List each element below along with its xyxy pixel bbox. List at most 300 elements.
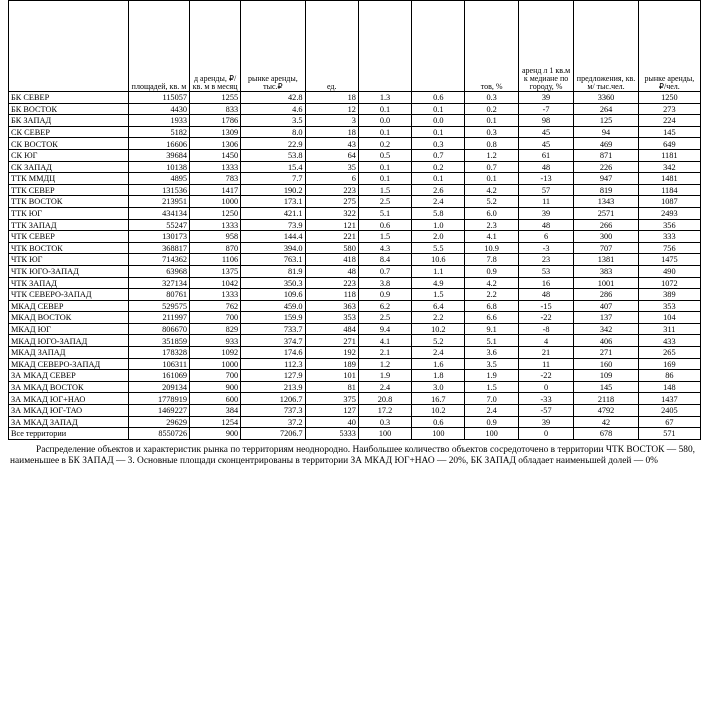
cell-value: 3.8 [358,277,411,289]
cell-value: 1.5 [358,231,411,243]
cell-value: 434134 [128,207,189,219]
cell-value: 871 [574,149,638,161]
cell-value: 300 [574,231,638,243]
table-row [9,277,701,289]
cell-value: 1000 [190,358,241,370]
cell-value: 0.1 [358,126,411,138]
cell-value: 469 [574,138,638,150]
cell-value: 109.6 [241,289,305,301]
cell-value: 1375 [190,265,241,277]
cell-value: 21 [518,347,574,359]
cell-value: 4.1 [465,231,518,243]
cell-territory-name: ТТК ЮГ [9,207,129,219]
cell-value: 29629 [128,416,189,428]
cell-value: 1001 [574,277,638,289]
table-row [9,219,701,231]
table-row [9,254,701,266]
cell-value: 1306 [190,138,241,150]
cell-value: 1250 [190,207,241,219]
cell-value: 4.9 [412,277,465,289]
cell-value: 3.6 [465,347,518,359]
cell-value: 0.1 [412,103,465,115]
table-row [9,126,701,138]
table-row [9,358,701,370]
cell-value: 333 [638,231,700,243]
cell-value: 0.5 [358,149,411,161]
cell-value: 783 [190,173,241,185]
cell-value: 192 [305,347,358,359]
cell-value: 421.1 [241,207,305,219]
cell-value: 1933 [128,115,189,127]
cell-value: 1333 [190,289,241,301]
cell-value: 0.6 [358,219,411,231]
cell-value: 806670 [128,323,189,335]
cell-territory-name: БК СЕВЕР [9,92,129,104]
cell-value: 0.7 [465,161,518,173]
column-header-share-objects: тов, % [465,1,518,92]
cell-territory-name: ЧТК СЕВЕРО-ЗАПАД [9,289,129,301]
cell-territory-name: МКАД СЕВЕРО-ЗАПАД [9,358,129,370]
table-row [9,149,701,161]
cell-value: 1.2 [358,358,411,370]
cell-value: 223 [305,277,358,289]
table-row [9,416,701,428]
table-row [9,312,701,324]
cell-value: 1.5 [465,381,518,393]
cell-value: 0.2 [412,161,465,173]
cell-value: 213.9 [241,381,305,393]
cell-value: 1.9 [465,370,518,382]
cell-value: 45 [518,138,574,150]
cell-value: 6 [305,173,358,185]
cell-value: 145 [574,381,638,393]
cell-territory-name: БК ВОСТОК [9,103,129,115]
cell-value: 0.1 [358,103,411,115]
cell-value: 67 [638,416,700,428]
cell-value: 10.2 [412,405,465,417]
table-header-row [9,1,701,92]
cell-territory-name: ЧТК ЮГ [9,254,129,266]
cell-value: 273 [638,103,700,115]
cell-value: 763.1 [241,254,305,266]
cell-value: 48 [518,161,574,173]
cell-value: 18 [305,92,358,104]
cell-value: 1437 [638,393,700,405]
cell-value: 762 [190,300,241,312]
cell-value: 0.3 [412,138,465,150]
cell-value: 11 [518,196,574,208]
cell-territory-name: Все территории [9,428,129,440]
table-header [9,1,701,92]
cell-value: 22.9 [241,138,305,150]
column-header-area: площадей, кв. м [128,1,189,92]
cell-value: 37.2 [241,416,305,428]
cell-value: 0.1 [412,173,465,185]
cell-value: 43 [305,138,358,150]
cell-value: 1.1 [412,265,465,277]
cell-value: 0.2 [358,138,411,150]
cell-value: 0.1 [358,161,411,173]
table-row [9,161,701,173]
cell-value: 286 [574,289,638,301]
table-row [9,242,701,254]
cell-value: 9.1 [465,323,518,335]
cell-value: 104 [638,312,700,324]
cell-value: 0.6 [412,92,465,104]
table-row [9,393,701,405]
cell-value: 2493 [638,207,700,219]
cell-value: 459.0 [241,300,305,312]
cell-value: 1092 [190,347,241,359]
cell-territory-name: ЧТК ЗАПАД [9,277,129,289]
cell-value: 7.7 [241,173,305,185]
cell-value: 223 [305,184,358,196]
cell-value: 418 [305,254,358,266]
table-body [9,92,701,440]
cell-value: 2.4 [358,381,411,393]
cell-value: 1309 [190,126,241,138]
cell-value: 63968 [128,265,189,277]
cell-value: 100 [412,428,465,440]
cell-territory-name: СК СЕВЕР [9,126,129,138]
cell-value: 0 [518,428,574,440]
cell-value: 322 [305,207,358,219]
cell-territory-name: ТТК ЗАПАД [9,219,129,231]
cell-value: 351859 [128,335,189,347]
cell-value: 6.2 [358,300,411,312]
table-row [9,92,701,104]
cell-value: 5333 [305,428,358,440]
cell-value: 271 [574,347,638,359]
cell-value: 0.0 [412,115,465,127]
cell-value: -15 [518,300,574,312]
cell-value: 394.0 [241,242,305,254]
cell-territory-name: ТТК ВОСТОК [9,196,129,208]
column-header-market-per-capita: рынке аренды, ₽/чел. [638,1,700,92]
cell-value: 5.1 [358,207,411,219]
cell-value: 23 [518,254,574,266]
cell-value: 406 [574,335,638,347]
cell-value: 2.5 [358,312,411,324]
cell-value: 2.4 [465,405,518,417]
cell-value: 1206.7 [241,393,305,405]
cell-value: 1469227 [128,405,189,417]
cell-value: 1.3 [358,92,411,104]
table-row [9,405,701,417]
cell-value: 80761 [128,289,189,301]
cell-value: 2571 [574,207,638,219]
cell-value: 81 [305,381,358,393]
cell-value: 1333 [190,219,241,231]
cell-value: 4 [518,335,574,347]
cell-value: 4.2 [465,184,518,196]
cell-value: 756 [638,242,700,254]
cell-territory-name: БК ЗАПАД [9,115,129,127]
cell-value: 2.4 [412,196,465,208]
cell-value: 733.7 [241,323,305,335]
cell-value: 0.9 [465,416,518,428]
cell-value: 131536 [128,184,189,196]
cell-territory-name: СК ЗАПАД [9,161,129,173]
cell-value: 933 [190,335,241,347]
cell-value: 0.7 [412,149,465,161]
cell-value: -22 [518,312,574,324]
cell-value: 0.3 [465,92,518,104]
cell-value: 0.0 [358,115,411,127]
cell-value: 224 [638,115,700,127]
cell-value: 5.1 [465,335,518,347]
cell-value: 2.4 [412,347,465,359]
cell-territory-name: СК ВОСТОК [9,138,129,150]
cell-territory-name: ЗА МКАД ВОСТОК [9,381,129,393]
table-row [9,265,701,277]
cell-value: 311 [638,323,700,335]
cell-value: 900 [190,381,241,393]
cell-value: 1181 [638,149,700,161]
cell-value: -7 [518,103,574,115]
cell-value: 342 [574,323,638,335]
cell-value: 870 [190,242,241,254]
cell-value: 1184 [638,184,700,196]
cell-value: 5.5 [412,242,465,254]
cell-territory-name: ЧТК ВОСТОК [9,242,129,254]
cell-value: 112.3 [241,358,305,370]
table-row [9,115,701,127]
cell-value: 3.0 [412,381,465,393]
cell-value: 48 [518,219,574,231]
cell-value: 173.1 [241,196,305,208]
cell-value: 109 [574,370,638,382]
cell-value: 3.5 [241,115,305,127]
cell-value: 7206.7 [241,428,305,440]
cell-value: 1000 [190,196,241,208]
table-row [9,103,701,115]
cell-value: -22 [518,370,574,382]
cell-value: 4430 [128,103,189,115]
cell-value: 10138 [128,161,189,173]
cell-territory-name: ЗА МКАД СЕВЕР [9,370,129,382]
cell-value: 1042 [190,277,241,289]
cell-value: 98 [518,115,574,127]
cell-value: 35 [305,161,358,173]
cell-value: 0.9 [358,289,411,301]
cell-value: 4.1 [358,335,411,347]
cell-value: 819 [574,184,638,196]
paragraph-text: Распределение объектов и характеристик рынка по территориям неоднородно. Наибольшее количество объектов сосредоточено в территории ЧТК ВОСТОК — 580, наименьшее в БК ЗАПАД — 3. Основные площади сконцентрированы в территории ЗА МКАД ЮГ+НАО — 20%, БК ЗАПАД обладает наименьшей долей — 0% [10,444,695,467]
cell-value: 18 [305,126,358,138]
cell-value: 383 [574,265,638,277]
cell-value: 189 [305,358,358,370]
cell-value: 1250 [638,92,700,104]
cell-value: 0.2 [465,103,518,115]
cell-value: 0.3 [358,416,411,428]
cell-value: 375 [305,393,358,405]
cell-value: 433 [638,335,700,347]
column-header-share-market [412,1,465,92]
cell-value: 4.2 [465,277,518,289]
table-row [9,323,701,335]
cell-value: 484 [305,323,358,335]
cell-value: 45 [518,126,574,138]
cell-value: 144.4 [241,231,305,243]
column-header-rate-vs-median: аренд л 1 кв.м к медиане по городу, % [518,1,574,92]
cell-territory-name: ТТК ММДЦ [9,173,129,185]
cell-value: 16.7 [412,393,465,405]
cell-value: 5.2 [465,196,518,208]
cell-value: 4.3 [358,242,411,254]
cell-value: 1087 [638,196,700,208]
cell-value: 5182 [128,126,189,138]
cell-value: 0.9 [465,265,518,277]
cell-value: 11 [518,358,574,370]
cell-value: 130173 [128,231,189,243]
cell-value: 327134 [128,277,189,289]
cell-value: 342 [638,161,700,173]
cell-value: 2.6 [412,184,465,196]
cell-value: 7.8 [465,254,518,266]
cell-value: 1.5 [412,289,465,301]
cell-value: 211997 [128,312,189,324]
cell-value: 55247 [128,219,189,231]
cell-territory-name: МКАД ЮГО-ЗАПАД [9,335,129,347]
cell-value: 100 [358,428,411,440]
cell-value: 4792 [574,405,638,417]
cell-value: 1.8 [412,370,465,382]
cell-territory-name: ЧТК СЕВЕР [9,231,129,243]
cell-value: 3.5 [465,358,518,370]
cell-territory-name: МКАД ЗАПАД [9,347,129,359]
cell-value: 39 [518,92,574,104]
cell-value: 265 [638,347,700,359]
table-row [9,196,701,208]
table-row [9,289,701,301]
cell-territory-name: МКАД СЕВЕР [9,300,129,312]
cell-value: 0.7 [358,265,411,277]
cell-value: 6 [518,231,574,243]
cell-value: 48 [305,265,358,277]
cell-value: -57 [518,405,574,417]
cell-value: 213951 [128,196,189,208]
cell-value: 127 [305,405,358,417]
cell-value: 368817 [128,242,189,254]
cell-value: 1786 [190,115,241,127]
cell-value: -3 [518,242,574,254]
cell-value: 39684 [128,149,189,161]
cell-territory-name: ЗА МКАД ЗАПАД [9,416,129,428]
cell-value: 1.2 [465,149,518,161]
cell-value: 101 [305,370,358,382]
cell-value: 2405 [638,405,700,417]
cell-value: 5.2 [412,335,465,347]
cell-value: 100 [465,428,518,440]
cell-value: 6.4 [412,300,465,312]
cell-value: 39 [518,416,574,428]
cell-value: 353 [638,300,700,312]
cell-value: 0.1 [465,173,518,185]
cell-value: 1255 [190,92,241,104]
table-row [9,300,701,312]
cell-value: 53 [518,265,574,277]
cell-value: 714362 [128,254,189,266]
table-row [9,207,701,219]
cell-value: 266 [574,219,638,231]
table-row [9,381,701,393]
cell-value: 700 [190,370,241,382]
cell-territory-name: ЗА МКАД ЮГ-ТАО [9,405,129,417]
cell-value: 363 [305,300,358,312]
cell-value: 958 [190,231,241,243]
cell-value: 407 [574,300,638,312]
cell-value: 737.3 [241,405,305,417]
cell-value: 61 [518,149,574,161]
cell-value: 121 [305,219,358,231]
cell-value: 1254 [190,416,241,428]
cell-value: 1333 [190,161,241,173]
cell-value: -13 [518,173,574,185]
cell-value: 10.9 [465,242,518,254]
cell-value: 353 [305,312,358,324]
cell-value: 2.0 [412,231,465,243]
cell-value: 6.8 [465,300,518,312]
cell-value: 0.1 [465,115,518,127]
column-header-market-volume: рынке аренды, тыс.₽ [241,1,305,92]
table-row [9,335,701,347]
cell-value: 226 [574,161,638,173]
cell-value: 8.4 [358,254,411,266]
cell-value: 159.9 [241,312,305,324]
cell-value: 118 [305,289,358,301]
cell-value: 53.8 [241,149,305,161]
cell-value: 190.2 [241,184,305,196]
cell-value: 374.7 [241,335,305,347]
cell-value: 1343 [574,196,638,208]
cell-value: 1072 [638,277,700,289]
cell-territory-name: МКАД ВОСТОК [9,312,129,324]
cell-value: 264 [574,103,638,115]
cell-value: 6.6 [465,312,518,324]
cell-value: 169 [638,358,700,370]
cell-value: 0 [518,381,574,393]
cell-value: 127.9 [241,370,305,382]
cell-value: 2.1 [358,347,411,359]
cell-value: 829 [190,323,241,335]
cell-value: 0.8 [465,138,518,150]
table-row [9,184,701,196]
cell-value: 4895 [128,173,189,185]
cell-value: 125 [574,115,638,127]
table-row [9,347,701,359]
cell-value: 148 [638,381,700,393]
cell-value: 2.2 [412,312,465,324]
cell-value: 16 [518,277,574,289]
cell-value: 2.5 [358,196,411,208]
cell-value: 2.3 [465,219,518,231]
cell-value: 106311 [128,358,189,370]
column-header-supply-per-capita: предложения, кв. м/ тыс.чел. [574,1,638,92]
cell-value: 1417 [190,184,241,196]
cell-value: 174.6 [241,347,305,359]
cell-value: 1.6 [412,358,465,370]
cell-value: 1.9 [358,370,411,382]
cell-value: 161069 [128,370,189,382]
cell-territory-name: СК ЮГ [9,149,129,161]
cell-value: 57 [518,184,574,196]
cell-value: 2.2 [465,289,518,301]
cell-value: 64 [305,149,358,161]
cell-value: 833 [190,103,241,115]
cell-value: 6.0 [465,207,518,219]
cell-value: 9.4 [358,323,411,335]
